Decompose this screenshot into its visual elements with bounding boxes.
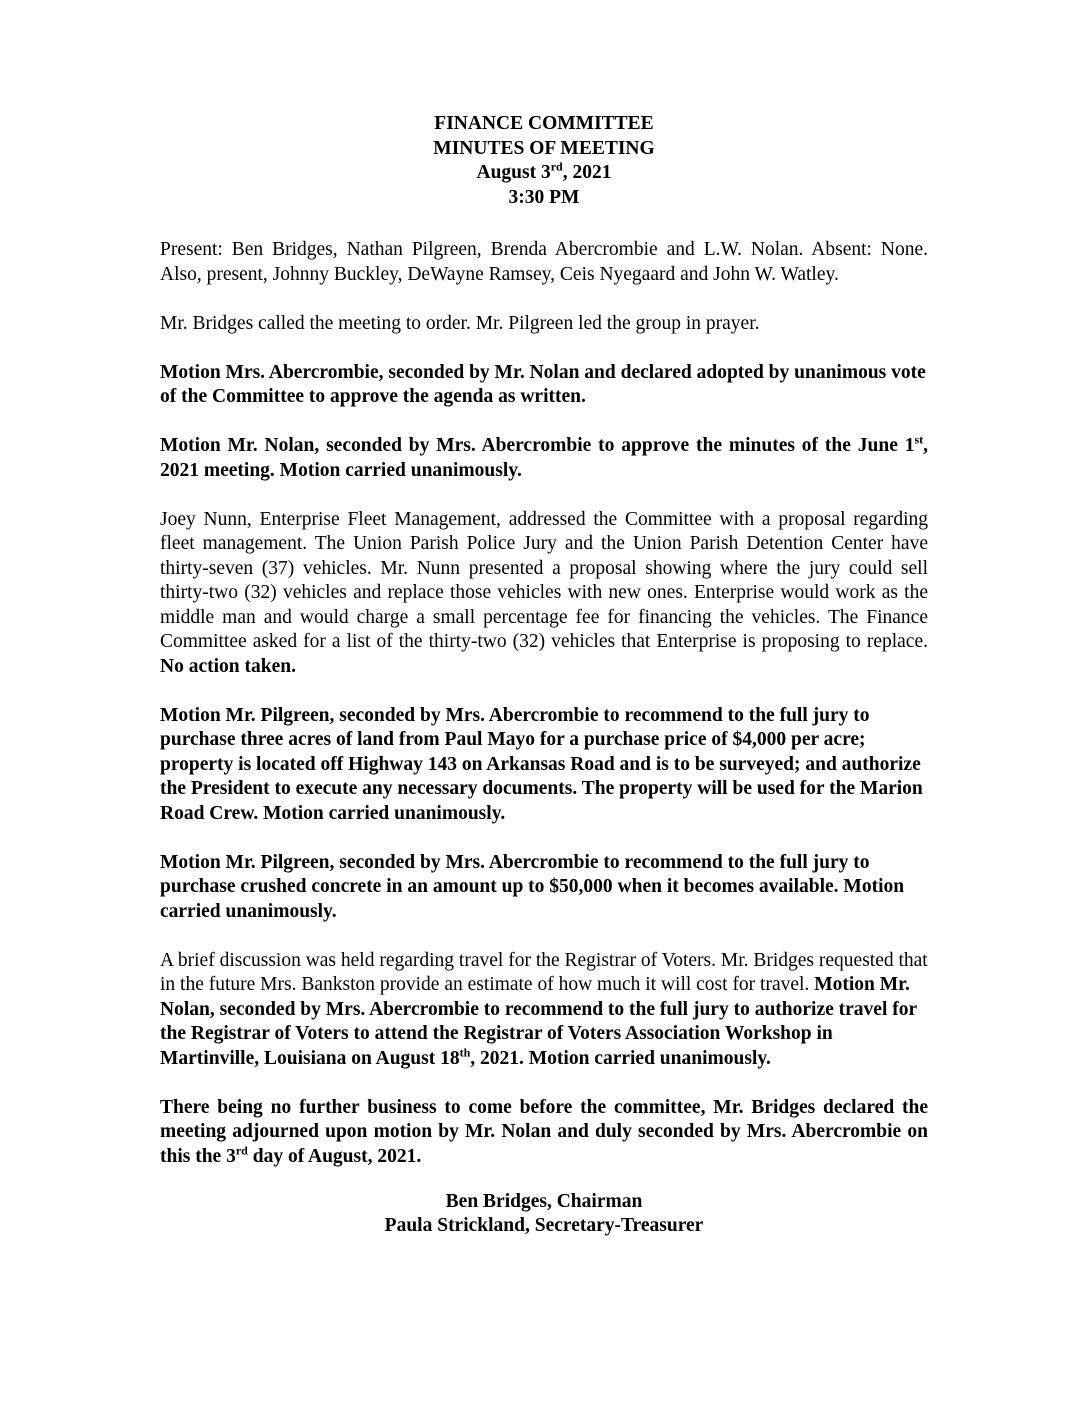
registrar-motion-text: Motion Mr. Nolan, seconded by Mrs. Abercrombie to recommend to the full jury to authorize travel for the Registrar of Voters to attend the Registrar of Voters Association Workshop in Martinville, Louisiana on August 18 [160, 974, 917, 1069]
registrar-motion-ordinal: th [459, 1045, 471, 1059]
meeting-date [160, 161, 928, 186]
document-type: MINUTES OF MEETING [433, 137, 655, 159]
call-to-order-paragraph: Mr. Bridges called the meeting to order. Mr. Pilgreen led the group in prayer. [160, 312, 760, 334]
secretary-signature: Paula Strickland, Secretary-Treasurer [384, 1215, 704, 1236]
document-header [160, 112, 928, 210]
meeting-date-ordinal: rd [550, 159, 563, 174]
committee-title: FINANCE COMMITTEE [434, 113, 654, 134]
attendance-paragraph: Present: Ben Bridges, Nathan Pilgreen, Brenda Abercrombie and L.W. Nolan. Absent: None. Also, present, Johnny Buckley, DeWayne Ramsey, Ceis Nyegaard and John W. Watley. [160, 239, 928, 285]
meeting-date-year: , 2021 [562, 162, 612, 183]
motion-agenda-paragraph: Motion Mrs. Abercrombie, seconded by Mr. Nolan and declared adopted by unanimous vote of the Committee to approve the agenda as written. [160, 361, 926, 407]
fleet-action-result: No action taken. [160, 655, 296, 677]
signature-block [160, 1190, 928, 1239]
motion-minutes-paragraph [160, 434, 928, 483]
registrar-paragraph [160, 949, 928, 1072]
motion-minutes-result: , 2021 meeting. Motion carried unanimously. [160, 435, 928, 481]
motion-minutes-text: Motion Mr. Nolan, seconded by Mrs. Abercrombie to approve the minutes of the June 1 [160, 435, 915, 456]
adjournment-date: day of August, 2021. [247, 1145, 422, 1167]
meeting-date-main: August 3 [476, 162, 551, 183]
chairman-signature: Ben Bridges, Chairman [445, 1190, 643, 1212]
motion-concrete-paragraph: Motion Mr. Pilgreen, seconded by Mrs. Abercrombie to recommend to the full jury to purchase crushed concrete in an amount up to $50,000 when it becomes available. Motion carried unanimously. [160, 851, 905, 922]
fleet-discussion-text: Joey Nunn, Enterprise Fleet Management, addressed the Committee with a proposal regarding fleet management. The Union Parish Police Jury and the Union Parish Detention Center have thirty-seven (37) vehicles. Mr. Nunn presented a proposal showing where the jury could sell thirty-two (32) vehicles and replace those vehicles with new ones. Enterprise would work as the middle man and would charge a small percentage fee for financing the vehicles. The Finance Committee asked for a list of the thirty-two (32) vehicles that Enterprise is proposing to replace. [160, 508, 928, 652]
registrar-motion-result: , 2021. Motion carried unanimously. [470, 1047, 771, 1069]
motion-land-paragraph: Motion Mr. Pilgreen, seconded by Mrs. Abercrombie to recommend to the full jury to purchase three acres of land from Paul Mayo for a purchase price of $4,000 per acre; property is located off Highway 143 on Arkansas Road and is to be surveyed; and authorize the President to execute any necessary documents. The property will be used for the Marion Road Crew. Motion carried unanimously. [160, 704, 923, 824]
adjournment-text: There being no further business to come before the committee, Mr. Bridges declared the meeting adjourned upon motion by Mr. Nolan and duly seconded by Mrs. Abercrombie on this the 3 [160, 1096, 928, 1167]
registrar-discussion-text: A brief discussion was held regarding travel for the Registrar of Voters. Mr. Bridges requested that in the future Mrs. Bankston provide an estimate of how much it will cost for travel. [160, 949, 928, 995]
motion-minutes-ordinal: st [914, 432, 924, 447]
adjournment-paragraph [160, 1096, 928, 1170]
document-page [160, 112, 928, 1239]
meeting-time: 3:30 PM [508, 186, 580, 208]
fleet-discussion-paragraph [160, 508, 928, 680]
adjournment-ordinal: rd [235, 1143, 248, 1157]
